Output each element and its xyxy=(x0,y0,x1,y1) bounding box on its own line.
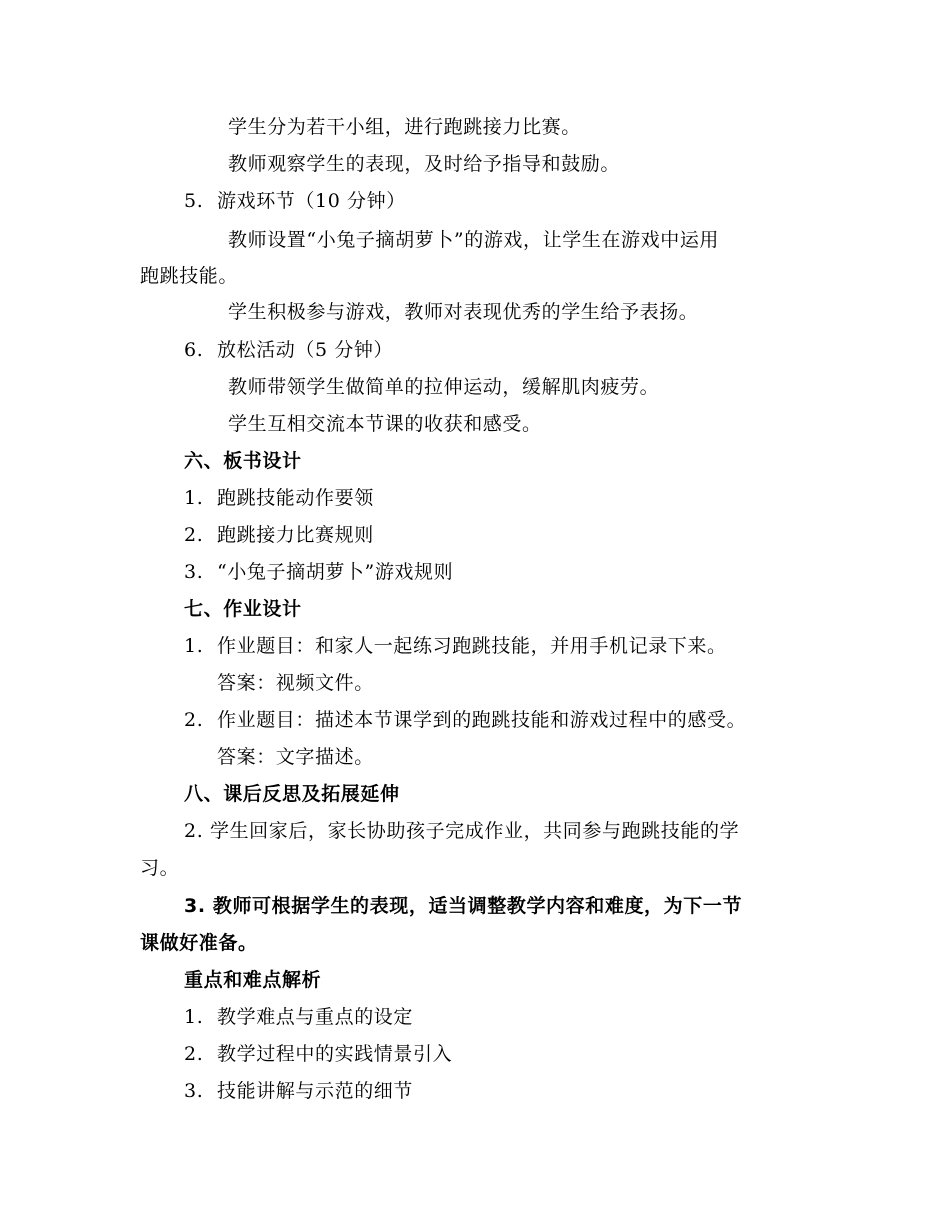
list-number: 1. xyxy=(184,1006,204,1028)
list-item xyxy=(184,337,393,363)
section-heading: 六、板书设计 xyxy=(184,450,302,472)
section-heading: 七、作业设计 xyxy=(184,598,302,620)
paragraph: 习。 xyxy=(140,857,180,879)
answer-text: 答案：视频文件。 xyxy=(217,672,374,694)
list-text: 跑跳接力比赛规则 xyxy=(217,524,374,546)
list-text: 技能讲解与示范的细节 xyxy=(217,1080,414,1102)
list-number: 2. xyxy=(184,709,204,731)
list-item xyxy=(184,1004,413,1030)
paragraph-bold: 3. 教师可根据学生的表现，适当调整教学内容和难度，为下一节 xyxy=(184,895,743,917)
list-number: 3. xyxy=(184,1080,204,1102)
paragraph: 跑跳技能。 xyxy=(140,265,239,287)
paragraph: 教师带领学生做简单的拉伸运动，缓解肌肉疲劳。 xyxy=(228,376,660,398)
list-item xyxy=(184,522,374,548)
list-number: 1. xyxy=(184,487,204,509)
list-item xyxy=(184,559,453,585)
list-text: 游戏环节（10 分钟） xyxy=(217,190,406,212)
list-text: 教学难点与重点的设定 xyxy=(217,1006,414,1028)
list-text: “小兔子摘胡萝卜”游戏规则 xyxy=(217,561,454,583)
list-item xyxy=(184,1078,413,1104)
answer-text: 答案：文字描述。 xyxy=(217,746,374,768)
paragraph: 学生积极参与游戏，教师对表现优秀的学生给予表扬。 xyxy=(228,301,699,323)
paragraph: 教师观察学生的表现，及时给予指导和鼓励。 xyxy=(228,153,621,175)
list-item xyxy=(184,485,374,511)
list-number: 5. xyxy=(184,190,204,212)
paragraph: 教师设置“小兔子摘胡萝卜”的游戏，让学生在游戏中运用 xyxy=(228,229,720,251)
list-item xyxy=(184,188,406,214)
list-number: 1. xyxy=(184,635,204,657)
paragraph-bold: 课做好准备。 xyxy=(140,932,258,954)
list-text: 跑跳技能动作要领 xyxy=(217,487,374,509)
list-text: 作业题目：和家人一起练习跑跳技能，并用手机记录下来。 xyxy=(217,635,727,657)
paragraph: 2. 学生回家后，家长协助孩子完成作业，共同参与跑跳技能的学 xyxy=(184,820,740,842)
list-number: 2. xyxy=(184,524,204,546)
list-text: 放松活动（5 分钟） xyxy=(217,339,394,361)
list-text: 教学过程中的实践情景引入 xyxy=(217,1043,453,1065)
paragraph: 学生互相交流本节课的收获和感受。 xyxy=(228,413,542,435)
list-text: 作业题目：描述本节课学到的跑跳技能和游戏过程中的感受。 xyxy=(217,709,747,731)
section-heading: 八、课后反思及拓展延伸 xyxy=(184,783,400,805)
list-item xyxy=(184,707,746,733)
section-heading: 重点和难点解析 xyxy=(184,969,322,991)
list-item xyxy=(184,1041,452,1067)
list-number: 2. xyxy=(184,1043,204,1065)
list-item xyxy=(184,633,727,659)
list-number: 3. xyxy=(184,561,204,583)
list-number: 6. xyxy=(184,339,204,361)
paragraph: 学生分为若干小组，进行跑跳接力比赛。 xyxy=(228,116,581,138)
